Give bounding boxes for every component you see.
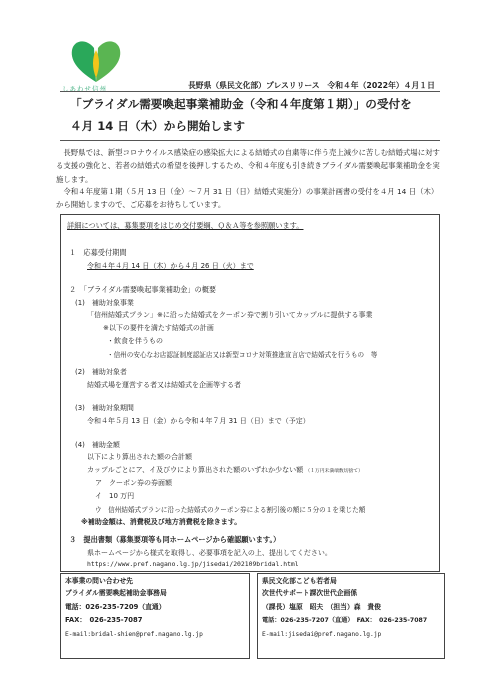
section-1-title: １ 応募受付期間: [69, 248, 127, 257]
sub-4-line-1: 以下により算出された額の合計額: [87, 453, 192, 461]
sub-4-line-3: ア クーポン券の券面額: [95, 479, 172, 487]
intro-paragraph-2: 令和４年度第１期（５月 13 日（金）～７月 31 日（日）結婚式実施分）の事業計画書の受付を４月 14 日（木）から開始しますので、ご応募をお待ちしています。: [56, 187, 439, 210]
section-3-line-1: 県ホームページから様式を取得し、必要事項を記入の上、提出してください。: [87, 549, 332, 557]
intro-paragraph-1: 長野県では、新型コロナウイルス感染症の感染拡大による結婚式の自粛等に伴う売上減少に苦しむ結婚式場に対する支援の強化と、若者の結婚式の希望を後押しするため、令和４年度も引き続きブライダル需要喚起事業補助金を実施します。: [56, 148, 440, 184]
office-phone: 電話：026-235-7209（直通）: [65, 603, 166, 611]
section-1-body: 令和４年４月 14 日（木）から４月 26 日（火）まで: [87, 262, 254, 270]
sub-4-line-2-note: （１万円未満端数切捨て）: [305, 469, 363, 474]
logo-text: しあわせ信州: [62, 85, 107, 93]
pref-email[interactable]: E-mail:jisedai@pref.nagano.lg.jp: [262, 631, 382, 638]
sub-3-title: (3) 補助対象期間: [75, 404, 134, 412]
contact-box-prefecture: [257, 573, 445, 659]
press-release-header: 長野県（県民文化部）プレスリリース 令和４年（2022年）４月１日: [188, 81, 435, 90]
sub-4-line-2-text: カップルごとにア、イ及びウにより算出された額のいずれか少ない額: [87, 466, 304, 474]
pref-phone-fax: 電話：026-235-7207（直通） FAX： 026-235-7087: [262, 617, 428, 624]
office-fax: FAX： 026-235-7087: [65, 616, 143, 624]
notice: 詳細については、募集要項をはじめ交付要綱、Ｑ＆Ａ等を参照願います。: [67, 221, 304, 230]
sub-1-title: (1) 補助対象事業: [75, 299, 134, 307]
sub-1-line-3: ・飲食を伴うもの: [107, 337, 163, 345]
title-box: [60, 91, 440, 141]
section-2-title: ２ 「ブライダル需要喚起事業補助金」の概要: [69, 285, 217, 294]
pref-staff: （課長）塩原 昭夫 （担当）森 貴俊: [262, 603, 381, 611]
sub-4-line-2: [87, 465, 363, 475]
pref-line-1: 県民文化部こども若者局: [262, 577, 337, 585]
sub-2-line-1: 結婚式場を運営する者又は結婚式を企画等する者: [87, 381, 241, 389]
section-3-title: ３ 提出書類（募集要項等も同ホームページから確認願います。）: [69, 535, 281, 544]
sub-4-line-5: ウ 信州結婚式プランに沿った結婚式のクーポン券による割引後の額に５分の１を乗じた額: [95, 506, 366, 514]
title-line-2: ４月 14 日（木）から開始します: [70, 119, 245, 133]
office-email[interactable]: E-mail:bridal-shien@pref.nagano.lg.jp: [65, 631, 203, 638]
office-line-1: 本事業の問い合わせ先: [65, 577, 133, 585]
sub-1-line-4: ・信州の安心なお店認証制度認証店又は新型コロナ対策推進宣言店で結婚式を行うもの 等: [107, 351, 378, 359]
details-box: [60, 214, 440, 572]
sub-4-line-6: ※補助金額は、消費税及び地方消費税を除きます。: [81, 518, 242, 526]
title-line-1: 「ブライダル需要喚起事業補助金（令和４年度第１期）」の受付を: [70, 97, 412, 111]
sub-4-title: (4) 補助金額: [75, 441, 120, 449]
sub-3-line-1: 令和４年５月 13 日（金）から令和４年７月 31 日（日）まで（予定）: [87, 417, 310, 425]
office-line-2: ブライダル需要喚起補助金事務局: [65, 589, 167, 597]
pref-line-2: 次世代サポート課次世代企画係: [262, 589, 358, 597]
sub-1-line-2: ※以下の要件を満たす結婚式の計画: [103, 324, 214, 332]
contact-box-office: [60, 573, 250, 659]
sub-2-title: (2) 補助対象者: [75, 368, 127, 376]
section-3-url[interactable]: https://www.pref.nagano.lg.jp/jisedai/202109bridal.html: [87, 560, 299, 568]
sub-4-line-4: イ 10 万円: [95, 492, 135, 500]
sub-1-line-1: 「信州結婚式プラン」※に沿った結婚式をクーポン券で割り引いてカップルに提供する事業: [87, 311, 373, 319]
